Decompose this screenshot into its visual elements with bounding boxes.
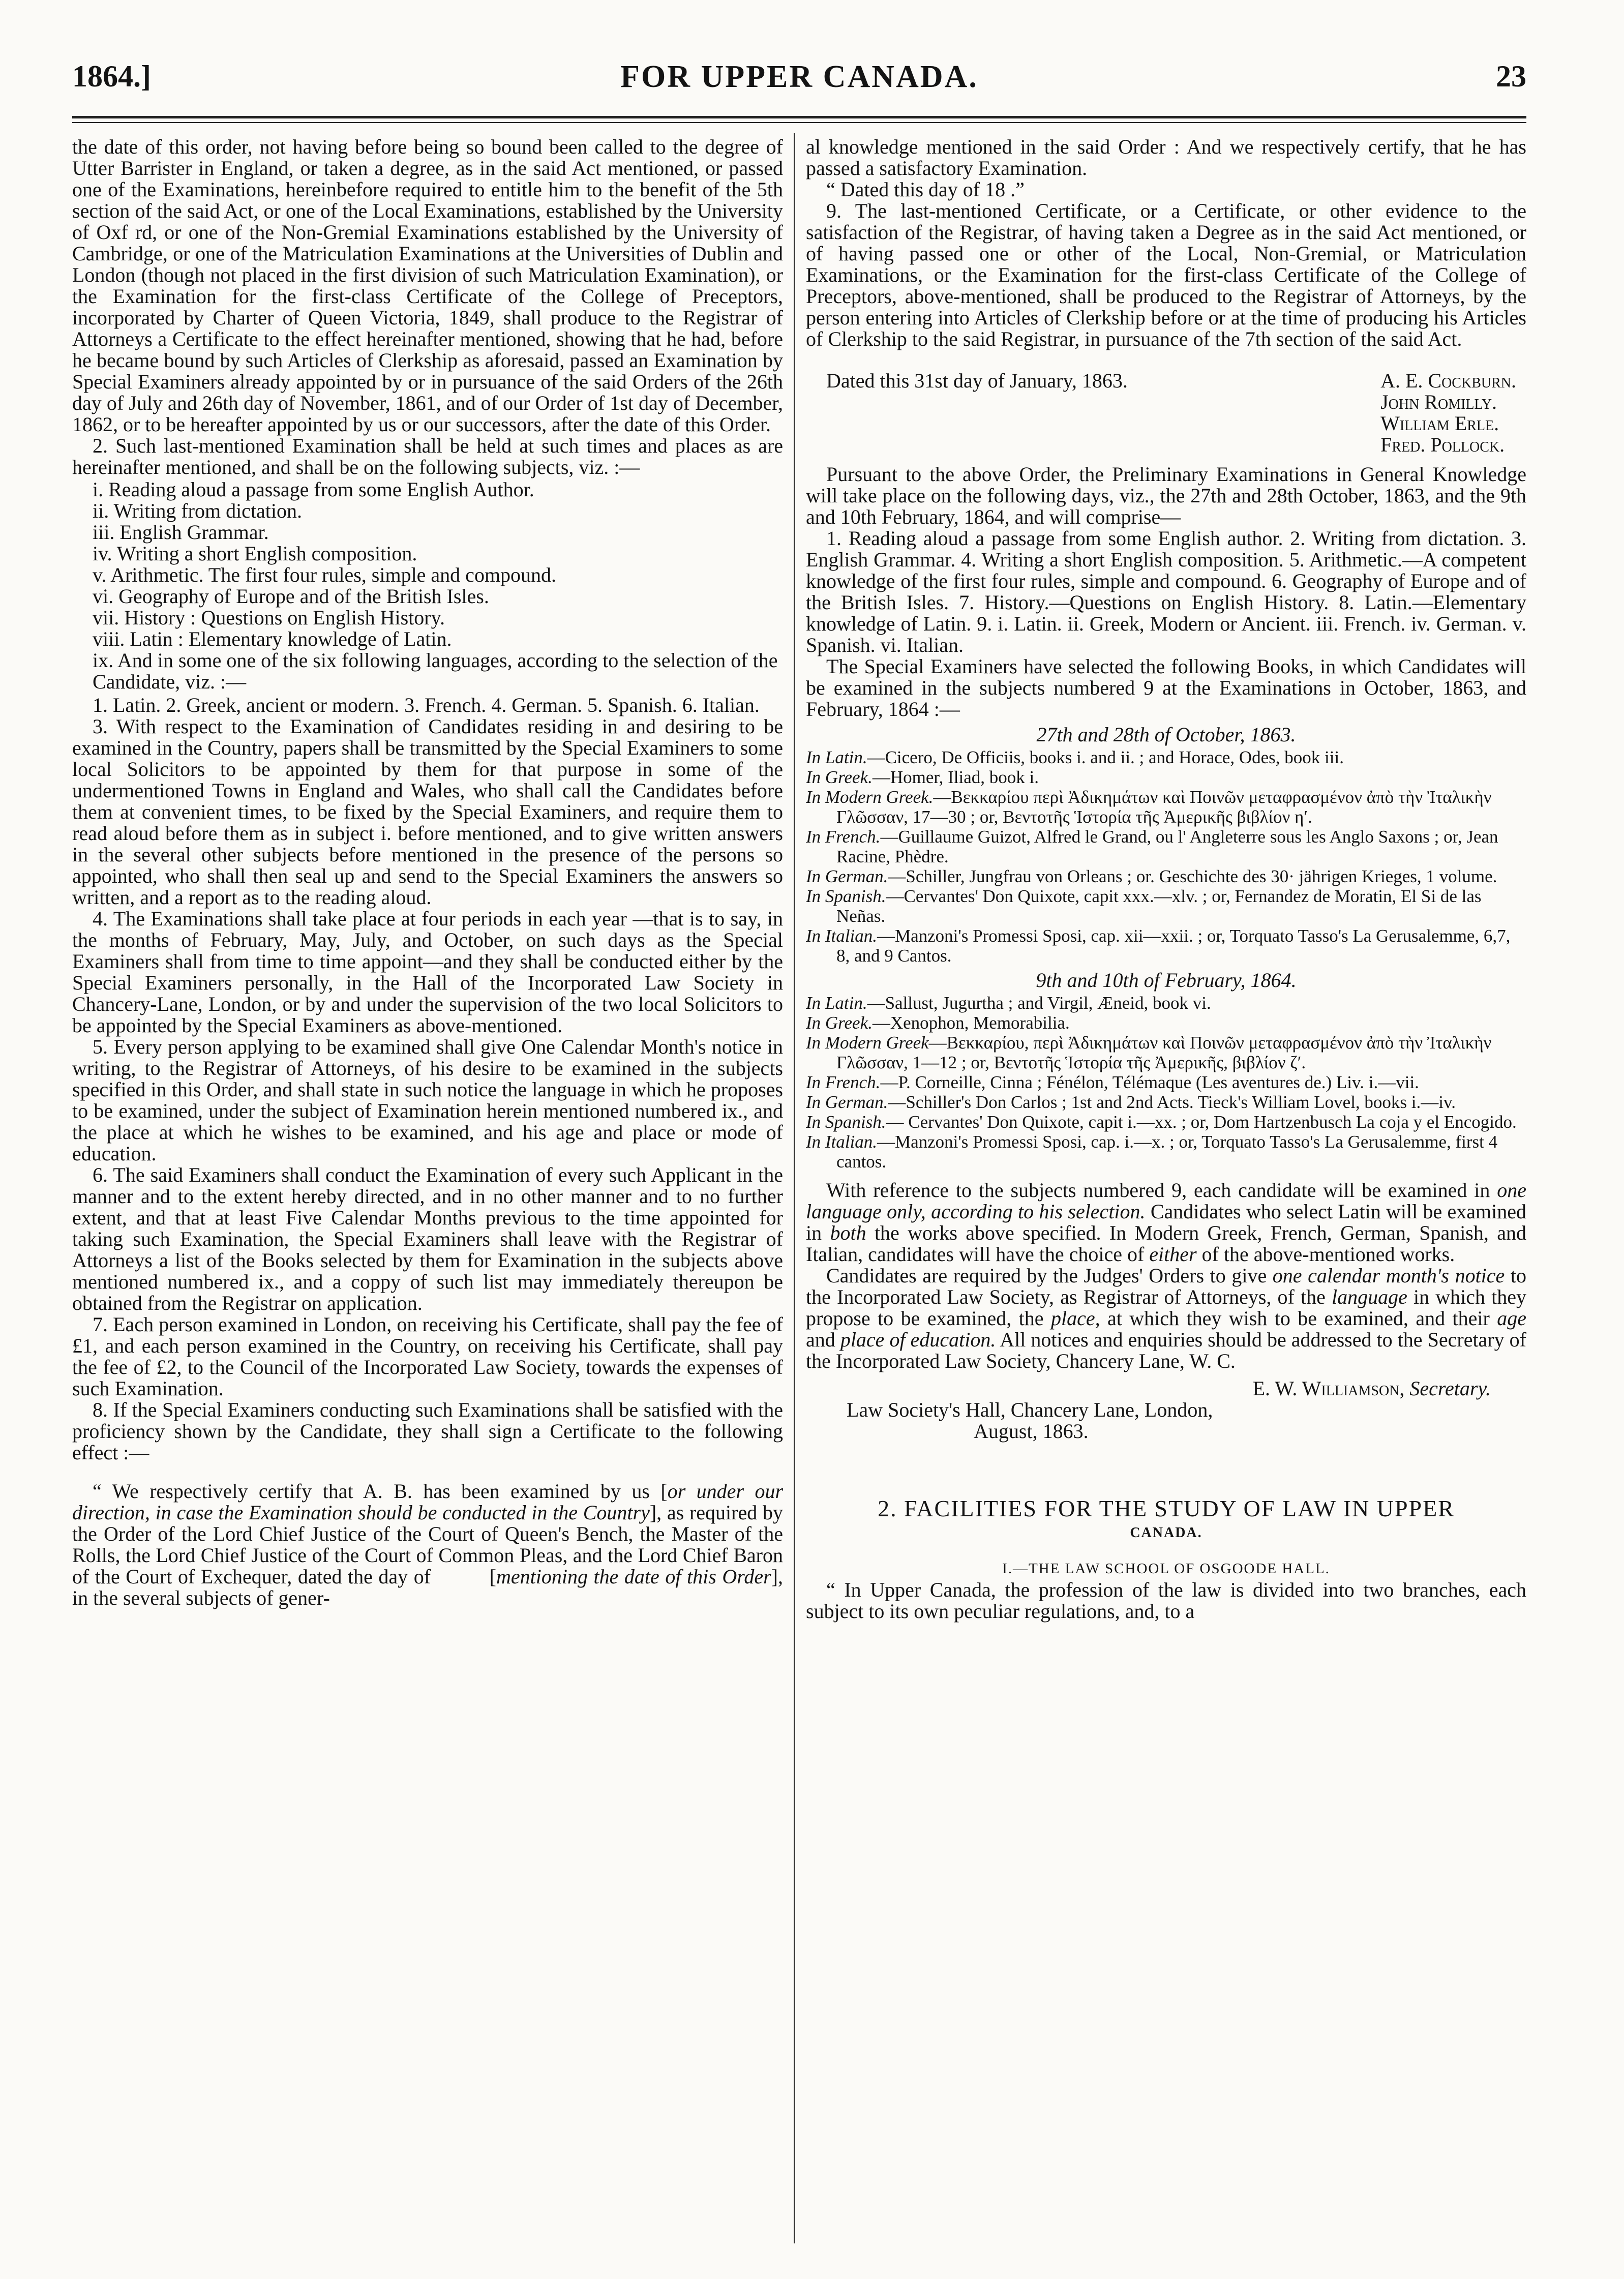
exam-subjects: 1. Reading aloud a passage from some English author. 2. Writing from dictation. 3. English Grammar. 4. Writing a short English composition. 5. Arithmetic.—A competent knowledge of the first four rules, simple and compound. 6. Geography of Europe and of the British Isles. 7. History.—Questions on English History. 8. Latin.—Elementary knowledge of Latin. 9. i. Latin. ii. Greek, Modern or Ancient. iii. French. iv. German. v. Spanish. vi. Italian. [806, 527, 1526, 656]
running-header [72, 59, 1526, 105]
italic-run: place of education. [840, 1328, 996, 1351]
announcement: Pursuant to the above Order, the Preliminary Examinations in General Knowledge will take place on the following days, viz., the 27th and 28th October, 1863, and the 9th and 10th February, 1864, and will comprise— [806, 463, 1526, 528]
paragraph-5: 5. Every person applying to be examined shall give One Calendar Month's notice in writing, to the Registrar of Attorneys, of his desire to be examined in the subjects specified in this Order, and shall state in such notice the language in which he proposes to be examined, under the subject of Examination herein mentioned numbered ix., and the place at which he wishes to be examined, and his age and place or mode of education. [72, 1035, 783, 1165]
signer-name: A. E. Cockburn. [1380, 369, 1516, 392]
notice-paragraph [806, 1265, 1526, 1372]
italic-run: either [1149, 1243, 1197, 1266]
book-entry [806, 1072, 1526, 1092]
certificate-quote [72, 1481, 783, 1609]
book-entry [806, 926, 1526, 966]
subsection-heading: I.—THE LAW SCHOOL OF OSGOODE HALL. [1002, 1561, 1330, 1577]
quote-italic: mentioning the date of this Order [496, 1565, 771, 1588]
book-text: —Βεκκαρίου περὶ Ἀδικημάτων καὶ Ποινῶν μεταφρασμένον ἀπὸ τὴν Ἰταλικὴν Γλῶσσαν, 17—30 ; or, Βεντοτῆς Ἱστορία τῆς Ἀμερικῆς βιβλίον η′. [836, 787, 1492, 827]
signature-block [806, 370, 1526, 456]
signer-name: John Romilly. [1380, 391, 1497, 413]
book-language: In French. [806, 1072, 881, 1092]
address-line: Law Society's Hall, Chancery Lane, London, [847, 1398, 1213, 1421]
book-text: —Guillaume Guizot, Alfred le Grand, ou l' Angleterre sous les Anglo Saxons ; or, Jean Racine, Phèdre. [836, 827, 1498, 866]
paragraph-3: 3. With respect to the Examination of Candidates residing in and desiring to be examined in the Country, papers shall be transmitted by the Special Examiners to some local Solicitors to be appointed by them for that purpose in some of the undermentioned Towns in England and Wales, who shall call the Candidates before them at convenient times, to be fixed by the Special Examiners, and require them to read aloud before them as in subject i. before mentioned, and to give written answers in the several other subjects before mentioned in the presence of the persons so appointed, who shall then seal up and send to the Special Examiners the answers so written, and a report as to the reading aloud. [72, 715, 783, 909]
dated-line: “ Dated this day of 18 .” [826, 178, 1025, 201]
text-run: of the above-mentioned works. [1196, 1243, 1455, 1266]
book-language: In Latin. [806, 747, 867, 767]
book-entry [806, 1033, 1526, 1072]
header-rule [72, 116, 1526, 118]
paragraph-6: 6. The said Examiners shall conduct the Examination of every such Applicant in the manner and to the extent hereby directed, and in no other manner and to no further extent, and that at least Five Calendar Months previous to the time appointed for taking such Examination, the Special Examiners shall leave with the Registrar of Attorneys a list of the Books selected by them for Examination in the subjects above mentioned numbered ix., and a coppy of such list may immediately thereupon be obtained from the Registrar on application. [72, 1163, 783, 1314]
book-entry [806, 1013, 1526, 1033]
paragraph-8: 8. If the Special Examiners conducting such Examinations shall be satisfied with the proficiency shown by the Candidate, they shall sign a Certificate to the following effect :— [72, 1398, 783, 1464]
book-entry [806, 886, 1526, 926]
book-text: —Xenophon, Memorabilia. [872, 1013, 1070, 1033]
dated-statement: Dated this 31st day of January, 1863. [826, 369, 1128, 392]
italic-run: one calendar month's notice [1272, 1264, 1505, 1287]
paragraph-4: 4. The Examinations shall take place at four periods in each year —that is to say, in the months of February, May, July, and October, on such days as the Special Examiners shall from time to time appoint—and they shall be conducted either by the Special Examiners personally, in the Hall of the Incorporated Law Society in Chancery-Lane, London, or by and under the supervision of the two local Solicitors to be appointed by the Special Examiners as above-mentioned. [72, 907, 783, 1037]
book-entry [806, 747, 1526, 767]
subject-item: viii. Latin : Elementary knowledge of Latin. [93, 627, 452, 650]
book-language: In French. [806, 827, 881, 847]
book-language: In German. [806, 1092, 888, 1112]
text-run: All notices and enquiries should be addressed to the Secretary of the Incorporated Law Society, Chancery Lane, W. C. [806, 1328, 1526, 1372]
text-run: in which they propose to be examined, the [806, 1285, 1526, 1330]
paragraph-2: 2. Such last-mentioned Examination shall be held at such times and places as are hereinafter mentioned, and shall be on the following subjects, viz. :— [72, 434, 783, 478]
book-text: — Cervantes' Don Quixote, capit i.—xx. ; or, Dom Hartzenbusch La coja y el Encogido. [886, 1112, 1517, 1132]
selection-note [806, 1180, 1526, 1265]
quote-italic: or under our direction, in case the Examination should be conducted in the Country [72, 1480, 783, 1524]
subject-item: ix. And in some one of the six following languages, according to the selection of the Candidate, viz. :— [93, 649, 778, 693]
book-language: In Modern Greek. [806, 787, 934, 807]
header-year: 1864.] [72, 59, 151, 93]
book-language: In Spanish. [806, 886, 886, 906]
italic-run: one language only, according to his selection. [806, 1179, 1526, 1223]
subject-item: vii. History : Questions on English History. [93, 606, 445, 629]
text-run: Candidates are required by the Judges' Orders to give [826, 1264, 1273, 1287]
language-options: 1. Latin. 2. Greek, ancient or modern. 3. French. 4. German. 5. Spanish. 6. Italian. [93, 694, 760, 716]
paragraph-7: 7. Each person examined in London, on receiving his Certificate, shall pay the fee of £1, and each person examined in the Country, on receiving his Certificate, shall pay the fee of £2, to the Council of the Incorporated Law Society, towards the expenses of such Examination. [72, 1313, 783, 1400]
book-entry [806, 993, 1526, 1013]
text-run: and [806, 1328, 840, 1351]
text-run: Candidates who select Latin will be examined in [806, 1200, 1526, 1244]
column-divider [794, 133, 795, 2243]
header-title: FOR UPPER CANADA. [620, 59, 978, 94]
book-entry [806, 1092, 1526, 1112]
signer-list [1380, 370, 1526, 456]
book-text: —Sallust, Jugurtha ; and Virgil, Æneid, book vi. [867, 993, 1211, 1013]
book-language: In Spanish. [806, 1112, 886, 1132]
subject-item: iv. Writing a short English composition. [93, 542, 417, 565]
subject-item: i. Reading aloud a passage from some English Author. [93, 478, 534, 501]
subject-list [93, 479, 783, 693]
book-text: —Manzoni's Promessi Sposi, cap. i.—x. ; or, Torquato Tasso's La Gerusalemme, first 4 cantos. [836, 1132, 1498, 1172]
book-language: In Latin. [806, 993, 867, 1013]
book-text: —Βεκκαρίου, περὶ Ἀδικημάτων καὶ Ποινῶν μεταφρασμένον ἀπὸ τὴν Ἰταλικὴν Γλῶσσαν, 1—12 ; or, Βεντοτῆς Ἱστορία τῆς Ἀμερικῆς, βιβλίον ζ′. [836, 1033, 1492, 1072]
quote-text: “ We respectively certify that A. B. has been examined by us [ [93, 1480, 668, 1503]
text-run: the works above specified. In Modern Greek, French, German, Spanish, and Italian, candidates will have the choice of [806, 1221, 1526, 1266]
section-heading: 2. FACILITIES FOR THE STUDY OF LAW IN UPPER [878, 1495, 1455, 1521]
subject-item: iii. English Grammar. [93, 521, 269, 544]
book-text: —Manzoni's Promessi Sposi, cap. xii—xxii. ; or, Torquato Tasso's La Gerusalemme, 6,7, 8, and 9 Cantos. [836, 926, 1511, 966]
book-language: In Modern Greek [806, 1033, 929, 1053]
page-number: 23 [1496, 59, 1526, 93]
book-language: In German. [806, 866, 888, 886]
quote-text: ], in the several subjects of gener- [72, 1565, 783, 1609]
subject-item: vi. Geography of Europe and of the British Isles. [93, 585, 489, 608]
book-text: —P. Corneille, Cinna ; Fénélon, Télémaque (Les aventures de.) Liv. i.—vii. [880, 1072, 1419, 1092]
section-heading-cont: CANADA. [1130, 1525, 1202, 1541]
italic-run: both [830, 1221, 866, 1244]
book-entry [806, 866, 1526, 886]
book-text: —Schiller, Jungfrau von Orleans ; or. Geschichte des 30· jährigen Krieges, 1 volume. [888, 866, 1497, 886]
book-entry [806, 827, 1526, 866]
signer-name: Fred. Pollock. [1380, 433, 1505, 456]
address-date: August, 1863. [974, 1420, 1089, 1443]
paragraph-9: 9. The last-mentioned Certificate, or a Certificate, or other evidence to the satisfaction of the Registrar, of having taken a Degree as in the said Act mentioned, or of having passed one or other of the Local, Non-Gremial, or Matriculation Examinations, or the Examination for the first-class Certificate of the College of Preceptors, above-mentioned, shall be produced to the Registrar of Attorneys, by the person entering into Articles of Clerkship before or at the time of producing his Articles of Clerkship to the said Registrar, in pursuance of the 7th section of the said Act. [806, 199, 1526, 350]
section-opening: “ In Upper Canada, the profession of the law is divided into two branches, each subject to its own peculiar regulations, and, to a [806, 1578, 1526, 1623]
secretary-signature [806, 1378, 1526, 1399]
book-entry [806, 1112, 1526, 1132]
subject-item: v. Arithmetic. The first four rules, simple and compound. [93, 563, 557, 586]
book-entry [806, 787, 1526, 827]
quote-continued: al knowledge mentioned in the said Order : And we respectively certify, that he has passed a satisfactory Examination. [806, 136, 1526, 179]
book-entry [806, 767, 1526, 787]
italic-run: language [1332, 1285, 1407, 1308]
text-run: at which they wish to be examined, and their [1100, 1307, 1497, 1330]
book-language: In Italian. [806, 1132, 877, 1152]
italic-run: age [1497, 1307, 1526, 1330]
paragraph-continued: the date of this order, not having before being so bound been called to the degree of Utter Barrister in England, or taken a degree, as in the said Act mentioned, or passed one of the Examinations, hereinbefore required to entitle him to the benefit of the 5th section of the said Act, or one of the Local Examinations, established by the University of Oxf rd, or one of the Non-Gremial Examinations established by the University of Cambridge, or one of the Matriculation Examinations at the Universities of Dublin and London (though not placed in the first division of such Matriculation Examination), or the Examination for the first-class Certificate of the College of Preceptors, incorporated by Charter of Queen Victoria, 1849, shall produce to the Registrar of Attorneys a Certificate to the effect hereinafter mentioned, showing that he had, before he became bound by such Articles of Clerkship as aforesaid, passed an Examination by Special Examiners already appointed by or in pursuance of the said Orders of the 26th day of July and 26th day of November, 1861, and of our Order of 1st day of December, 1862, or to be hereafter appointed by us or our successors, after the date of this Order. [72, 136, 783, 436]
february-heading: 9th and 10th of February, 1864. [1036, 969, 1297, 992]
left-column [72, 136, 783, 2246]
book-language: In Greek. [806, 767, 873, 787]
quote-text: ], as required by the Order of the Lord Chief Justice of the Court of Queen's Bench, the Master of the Rolls, the Lord Chief Justice of the Court of Common Pleas, and the Lord Chief Baron of the Court of Exchequer, dated the day of [ [72, 1501, 783, 1588]
text-run: to the Incorporated Law Society, as Registrar of Attorneys, of the [806, 1264, 1526, 1308]
right-column [806, 136, 1526, 2246]
italic-run: place, [1050, 1307, 1100, 1330]
book-text: —Cervantes' Don Quixote, capit xxx.—xlv. ; or, Fernandez de Moratin, El Si de las Neñas. [836, 886, 1482, 926]
october-heading: 27th and 28th of October, 1863. [1036, 723, 1296, 746]
book-language: In Greek. [806, 1013, 873, 1033]
book-text: —Cicero, De Officiis, books i. and ii. ; and Horace, Odes, book iii. [867, 747, 1344, 767]
book-text: —Schiller's Don Carlos ; 1st and 2nd Acts. Tieck's William Lovel, books i.—iv. [888, 1092, 1456, 1112]
secretary-name: E. W. Williamson, [1252, 1377, 1405, 1400]
text-run: With reference to the subjects numbered 9, each candidate will be examined in [826, 1179, 1497, 1202]
secretary-title: Secretary. [1404, 1377, 1491, 1400]
header-rule-thin [72, 122, 1526, 123]
book-entry [806, 1132, 1526, 1172]
book-language: In Italian. [806, 926, 877, 946]
books-intro: The Special Examiners have selected the following Books, in which Candidates will be examined in the subjects numbered 9 at the Examinations in October, 1863, and February, 1864 :— [806, 655, 1526, 721]
signer-name: William Erle. [1380, 412, 1499, 435]
book-text: —Homer, Iliad, book i. [872, 767, 1039, 787]
subject-item: ii. Writing from dictation. [93, 499, 303, 522]
